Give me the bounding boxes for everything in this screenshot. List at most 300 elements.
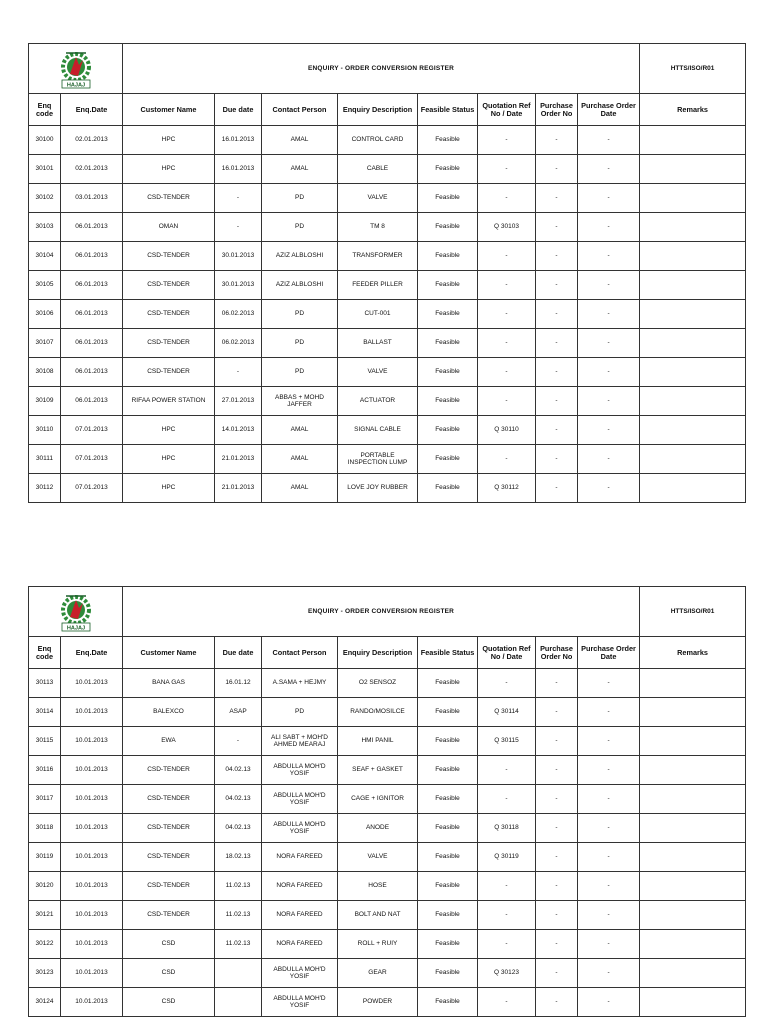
cell-quotation-ref: - bbox=[478, 756, 536, 785]
cell-purchase-order-no: - bbox=[536, 959, 578, 988]
table-row bbox=[29, 213, 746, 242]
cell-purchase-order-no: - bbox=[536, 358, 578, 387]
header-customer-name: Customer Name bbox=[123, 94, 215, 126]
cell-quotation-ref: - bbox=[478, 329, 536, 358]
cell-contact-person: PD bbox=[262, 184, 338, 213]
cell-quotation-ref: - bbox=[478, 184, 536, 213]
cell-enq-date: 07.01.2013 bbox=[61, 474, 123, 503]
cell-quotation-ref: Q 30114 bbox=[478, 698, 536, 727]
cell-quotation-ref: - bbox=[478, 930, 536, 959]
cell-contact-person: AMAL bbox=[262, 416, 338, 445]
cell-remarks bbox=[640, 814, 746, 843]
cell-remarks bbox=[640, 901, 746, 930]
cell-due-date: 04.02.13 bbox=[215, 785, 262, 814]
cell-purchase-order-date: - bbox=[578, 901, 640, 930]
cell-contact-person: NORA FAREED bbox=[262, 843, 338, 872]
cell-remarks bbox=[640, 271, 746, 300]
cell-due-date: 04.02.13 bbox=[215, 756, 262, 785]
header-contact-person: Contact Person bbox=[262, 94, 338, 126]
table-row bbox=[29, 387, 746, 416]
cell-due-date: 30.01.2013 bbox=[215, 242, 262, 271]
cell-feasible-status: Feasible bbox=[418, 959, 478, 988]
cell-remarks bbox=[640, 358, 746, 387]
register-sheet-1 bbox=[28, 43, 745, 503]
cell-customer-name: CSD-TENDER bbox=[123, 242, 215, 271]
cell-purchase-order-no: - bbox=[536, 126, 578, 155]
cell-enq-date: 07.01.2013 bbox=[61, 416, 123, 445]
cell-feasible-status: Feasible bbox=[418, 901, 478, 930]
cell-purchase-order-date: - bbox=[578, 959, 640, 988]
cell-remarks bbox=[640, 727, 746, 756]
header-feasible-status: Feasible Status bbox=[418, 94, 478, 126]
cell-purchase-order-date: - bbox=[578, 727, 640, 756]
cell-enq-code: 30110 bbox=[29, 416, 61, 445]
table-row bbox=[29, 184, 746, 213]
cell-purchase-order-no: - bbox=[536, 416, 578, 445]
cell-purchase-order-date: - bbox=[578, 358, 640, 387]
cell-customer-name: CSD bbox=[123, 959, 215, 988]
cell-due-date bbox=[215, 959, 262, 988]
cell-purchase-order-no: - bbox=[536, 814, 578, 843]
cell-enq-date: 10.01.2013 bbox=[61, 756, 123, 785]
cell-feasible-status: Feasible bbox=[418, 727, 478, 756]
cell-remarks bbox=[640, 387, 746, 416]
cell-customer-name: OMAN bbox=[123, 213, 215, 242]
cell-purchase-order-no: - bbox=[536, 930, 578, 959]
cell-enquiry-description: VALVE bbox=[338, 184, 418, 213]
cell-feasible-status: Feasible bbox=[418, 445, 478, 474]
cell-feasible-status: Feasible bbox=[418, 756, 478, 785]
table-row bbox=[29, 756, 746, 785]
cell-remarks bbox=[640, 756, 746, 785]
cell-purchase-order-no: - bbox=[536, 727, 578, 756]
cell-enq-date: 06.01.2013 bbox=[61, 329, 123, 358]
cell-quotation-ref: Q 30115 bbox=[478, 727, 536, 756]
cell-enq-code: 30114 bbox=[29, 698, 61, 727]
cell-due-date: - bbox=[215, 213, 262, 242]
cell-enq-code: 30120 bbox=[29, 872, 61, 901]
cell-contact-person: AZIZ ALBLOSHI bbox=[262, 242, 338, 271]
cell-enq-date: 06.01.2013 bbox=[61, 300, 123, 329]
register-title: ENQUIRY - ORDER CONVERSION REGISTER bbox=[123, 44, 640, 94]
cell-enq-date: 02.01.2013 bbox=[61, 126, 123, 155]
company-logo-icon bbox=[51, 49, 101, 89]
table-row bbox=[29, 814, 746, 843]
cell-enq-date: 06.01.2013 bbox=[61, 271, 123, 300]
cell-contact-person: A.SAMA + HEJMY bbox=[262, 669, 338, 698]
cell-customer-name: CSD-TENDER bbox=[123, 785, 215, 814]
cell-contact-person: ABDULLA MOH'D YOSIF bbox=[262, 959, 338, 988]
cell-purchase-order-no: - bbox=[536, 872, 578, 901]
cell-enquiry-description: TM 8 bbox=[338, 213, 418, 242]
cell-purchase-order-date: - bbox=[578, 930, 640, 959]
cell-contact-person: AMAL bbox=[262, 445, 338, 474]
cell-enq-code: 30108 bbox=[29, 358, 61, 387]
cell-customer-name: HPC bbox=[123, 126, 215, 155]
table-row bbox=[29, 901, 746, 930]
cell-purchase-order-date: - bbox=[578, 387, 640, 416]
cell-feasible-status: Feasible bbox=[418, 358, 478, 387]
header-remarks: Remarks bbox=[640, 637, 746, 669]
cell-customer-name: EWA bbox=[123, 727, 215, 756]
header-enquiry-description: Enquiry Description bbox=[338, 94, 418, 126]
cell-enq-code: 30109 bbox=[29, 387, 61, 416]
cell-contact-person: ALI SABT + MOH'D AHMED MEARAJ bbox=[262, 727, 338, 756]
cell-purchase-order-no: - bbox=[536, 474, 578, 503]
cell-quotation-ref: Q 30103 bbox=[478, 213, 536, 242]
register-table bbox=[28, 43, 746, 503]
cell-contact-person: PD bbox=[262, 329, 338, 358]
cell-customer-name: CSD-TENDER bbox=[123, 872, 215, 901]
table-row bbox=[29, 474, 746, 503]
table-row bbox=[29, 872, 746, 901]
register-table bbox=[28, 586, 746, 1017]
cell-customer-name: CSD-TENDER bbox=[123, 184, 215, 213]
cell-contact-person: NORA FAREED bbox=[262, 930, 338, 959]
cell-remarks bbox=[640, 184, 746, 213]
cell-enq-code: 30124 bbox=[29, 988, 61, 1017]
cell-feasible-status: Feasible bbox=[418, 126, 478, 155]
logo-text: HAJAJ bbox=[66, 624, 85, 631]
cell-due-date: - bbox=[215, 727, 262, 756]
cell-enq-date: 03.01.2013 bbox=[61, 184, 123, 213]
cell-purchase-order-date: - bbox=[578, 988, 640, 1017]
table-row bbox=[29, 271, 746, 300]
cell-feasible-status: Feasible bbox=[418, 387, 478, 416]
header-purchase-order-date: Purchase Order Date bbox=[578, 637, 640, 669]
cell-enq-date: 07.01.2013 bbox=[61, 445, 123, 474]
cell-purchase-order-no: - bbox=[536, 698, 578, 727]
cell-quotation-ref: - bbox=[478, 271, 536, 300]
cell-purchase-order-date: - bbox=[578, 155, 640, 184]
cell-remarks bbox=[640, 445, 746, 474]
cell-remarks bbox=[640, 785, 746, 814]
cell-enq-date: 10.01.2013 bbox=[61, 872, 123, 901]
title-row bbox=[29, 44, 746, 94]
header-feasible-status: Feasible Status bbox=[418, 637, 478, 669]
cell-contact-person: PD bbox=[262, 300, 338, 329]
cell-remarks bbox=[640, 155, 746, 184]
cell-feasible-status: Feasible bbox=[418, 271, 478, 300]
logo-cell bbox=[29, 587, 123, 637]
cell-due-date: 16.01.2013 bbox=[215, 126, 262, 155]
cell-enq-code: 30121 bbox=[29, 901, 61, 930]
cell-purchase-order-no: - bbox=[536, 445, 578, 474]
cell-purchase-order-no: - bbox=[536, 901, 578, 930]
header-due-date: Due date bbox=[215, 94, 262, 126]
cell-enq-date: 10.01.2013 bbox=[61, 727, 123, 756]
cell-remarks bbox=[640, 300, 746, 329]
cell-due-date: 21.01.2013 bbox=[215, 474, 262, 503]
cell-due-date: 06.02.2013 bbox=[215, 329, 262, 358]
cell-enq-code: 30115 bbox=[29, 727, 61, 756]
cell-feasible-status: Feasible bbox=[418, 785, 478, 814]
cell-due-date: 16.01.12 bbox=[215, 669, 262, 698]
cell-purchase-order-date: - bbox=[578, 126, 640, 155]
cell-quotation-ref: - bbox=[478, 872, 536, 901]
header-purchase-order-date: Purchase Order Date bbox=[578, 94, 640, 126]
header-contact-person: Contact Person bbox=[262, 637, 338, 669]
cell-enq-code: 30116 bbox=[29, 756, 61, 785]
header-quotation-ref: Quotation Ref No / Date bbox=[478, 94, 536, 126]
doc-number: HTTS/ISO/R01 bbox=[640, 587, 746, 637]
table-row bbox=[29, 698, 746, 727]
cell-purchase-order-date: - bbox=[578, 271, 640, 300]
cell-enq-date: 10.01.2013 bbox=[61, 901, 123, 930]
cell-enquiry-description: RANDO/MOSILCE bbox=[338, 698, 418, 727]
cell-purchase-order-date: - bbox=[578, 814, 640, 843]
cell-quotation-ref: - bbox=[478, 901, 536, 930]
cell-enquiry-description: VALVE bbox=[338, 358, 418, 387]
cell-feasible-status: Feasible bbox=[418, 329, 478, 358]
cell-quotation-ref: - bbox=[478, 155, 536, 184]
cell-remarks bbox=[640, 959, 746, 988]
cell-feasible-status: Feasible bbox=[418, 669, 478, 698]
header-purchase-order-no: Purchase Order No bbox=[536, 94, 578, 126]
cell-enquiry-description: ROLL + RUIY bbox=[338, 930, 418, 959]
cell-feasible-status: Feasible bbox=[418, 184, 478, 213]
cell-customer-name: CSD-TENDER bbox=[123, 901, 215, 930]
cell-enquiry-description: O2 SENSOZ bbox=[338, 669, 418, 698]
table-row bbox=[29, 669, 746, 698]
cell-customer-name: CSD-TENDER bbox=[123, 271, 215, 300]
table-row bbox=[29, 358, 746, 387]
cell-feasible-status: Feasible bbox=[418, 213, 478, 242]
cell-purchase-order-no: - bbox=[536, 843, 578, 872]
cell-enq-date: 06.01.2013 bbox=[61, 387, 123, 416]
cell-enq-code: 30104 bbox=[29, 242, 61, 271]
cell-feasible-status: Feasible bbox=[418, 988, 478, 1017]
cell-due-date: 14.01.2013 bbox=[215, 416, 262, 445]
cell-purchase-order-date: - bbox=[578, 416, 640, 445]
cell-enquiry-description: FEEDER PILLER bbox=[338, 271, 418, 300]
title-row bbox=[29, 587, 746, 637]
cell-contact-person: PD bbox=[262, 698, 338, 727]
cell-customer-name: BANA GAS bbox=[123, 669, 215, 698]
cell-purchase-order-no: - bbox=[536, 300, 578, 329]
cell-contact-person: NORA FAREED bbox=[262, 901, 338, 930]
cell-purchase-order-date: - bbox=[578, 300, 640, 329]
header-purchase-order-no: Purchase Order No bbox=[536, 637, 578, 669]
cell-contact-person: ABDULLA MOH'D YOSIF bbox=[262, 988, 338, 1017]
cell-enquiry-description: POWDER bbox=[338, 988, 418, 1017]
cell-quotation-ref: - bbox=[478, 242, 536, 271]
cell-quotation-ref: Q 30110 bbox=[478, 416, 536, 445]
cell-customer-name: CSD-TENDER bbox=[123, 300, 215, 329]
cell-due-date: 30.01.2013 bbox=[215, 271, 262, 300]
cell-purchase-order-date: - bbox=[578, 872, 640, 901]
cell-customer-name: HPC bbox=[123, 445, 215, 474]
cell-remarks bbox=[640, 669, 746, 698]
header-customer-name: Customer Name bbox=[123, 637, 215, 669]
cell-purchase-order-no: - bbox=[536, 988, 578, 1017]
cell-feasible-status: Feasible bbox=[418, 930, 478, 959]
cell-enq-date: 10.01.2013 bbox=[61, 669, 123, 698]
cell-customer-name: BALEXCO bbox=[123, 698, 215, 727]
cell-enq-code: 30105 bbox=[29, 271, 61, 300]
register-sheet-2 bbox=[28, 586, 745, 1017]
cell-due-date: 11.02.13 bbox=[215, 930, 262, 959]
cell-due-date: ASAP bbox=[215, 698, 262, 727]
cell-remarks bbox=[640, 213, 746, 242]
cell-purchase-order-date: - bbox=[578, 445, 640, 474]
cell-contact-person: ABDULLA MOH'D YOSIF bbox=[262, 756, 338, 785]
cell-customer-name: CSD-TENDER bbox=[123, 329, 215, 358]
cell-enq-date: 06.01.2013 bbox=[61, 242, 123, 271]
cell-customer-name: HPC bbox=[123, 416, 215, 445]
cell-enquiry-description: BALLAST bbox=[338, 329, 418, 358]
cell-enq-date: 10.01.2013 bbox=[61, 814, 123, 843]
cell-purchase-order-no: - bbox=[536, 184, 578, 213]
cell-remarks bbox=[640, 329, 746, 358]
cell-contact-person: AMAL bbox=[262, 155, 338, 184]
cell-enq-code: 30117 bbox=[29, 785, 61, 814]
cell-enq-date: 06.01.2013 bbox=[61, 358, 123, 387]
cell-enq-date: 10.01.2013 bbox=[61, 843, 123, 872]
cell-enq-code: 30111 bbox=[29, 445, 61, 474]
cell-due-date: 11.02.13 bbox=[215, 901, 262, 930]
cell-enq-code: 30106 bbox=[29, 300, 61, 329]
cell-enq-date: 06.01.2013 bbox=[61, 213, 123, 242]
cell-enquiry-description: SEAF + GASKET bbox=[338, 756, 418, 785]
cell-purchase-order-date: - bbox=[578, 785, 640, 814]
cell-remarks bbox=[640, 988, 746, 1017]
cell-enq-code: 30123 bbox=[29, 959, 61, 988]
cell-customer-name: CSD bbox=[123, 988, 215, 1017]
cell-enq-date: 10.01.2013 bbox=[61, 988, 123, 1017]
table-row bbox=[29, 242, 746, 271]
cell-customer-name: CSD-TENDER bbox=[123, 814, 215, 843]
cell-purchase-order-date: - bbox=[578, 242, 640, 271]
cell-quotation-ref: Q 30123 bbox=[478, 959, 536, 988]
header-enq-code: Enq code bbox=[29, 637, 61, 669]
cell-contact-person: AZIZ ALBLOSHI bbox=[262, 271, 338, 300]
logo-text: HAJAJ bbox=[66, 81, 85, 88]
cell-quotation-ref: - bbox=[478, 300, 536, 329]
cell-customer-name: RIFAA POWER STATION bbox=[123, 387, 215, 416]
cell-enquiry-description: BOLT AND NAT bbox=[338, 901, 418, 930]
cell-due-date: 11.02.13 bbox=[215, 872, 262, 901]
cell-purchase-order-no: - bbox=[536, 387, 578, 416]
cell-enq-code: 30112 bbox=[29, 474, 61, 503]
cell-enq-code: 30107 bbox=[29, 329, 61, 358]
cell-purchase-order-no: - bbox=[536, 271, 578, 300]
table-row bbox=[29, 988, 746, 1017]
cell-enq-code: 30119 bbox=[29, 843, 61, 872]
cell-enq-code: 30113 bbox=[29, 669, 61, 698]
cell-enq-code: 30102 bbox=[29, 184, 61, 213]
cell-enquiry-description: CUT-001 bbox=[338, 300, 418, 329]
cell-enquiry-description: LOVE JOY RUBBER bbox=[338, 474, 418, 503]
cell-feasible-status: Feasible bbox=[418, 155, 478, 184]
cell-enquiry-description: HMI PANIL bbox=[338, 727, 418, 756]
cell-remarks bbox=[640, 930, 746, 959]
table-row bbox=[29, 126, 746, 155]
cell-due-date: 06.02.2013 bbox=[215, 300, 262, 329]
cell-remarks bbox=[640, 416, 746, 445]
cell-quotation-ref: Q 30118 bbox=[478, 814, 536, 843]
cell-quotation-ref: Q 30119 bbox=[478, 843, 536, 872]
header-row bbox=[29, 637, 746, 669]
cell-enq-code: 30118 bbox=[29, 814, 61, 843]
cell-enquiry-description: ANODE bbox=[338, 814, 418, 843]
cell-purchase-order-date: - bbox=[578, 184, 640, 213]
header-row bbox=[29, 94, 746, 126]
cell-feasible-status: Feasible bbox=[418, 474, 478, 503]
header-enq-date: Enq.Date bbox=[61, 637, 123, 669]
logo-cell bbox=[29, 44, 123, 94]
register-title: ENQUIRY - ORDER CONVERSION REGISTER bbox=[123, 587, 640, 637]
cell-enquiry-description: CABLE bbox=[338, 155, 418, 184]
table-row bbox=[29, 300, 746, 329]
cell-enq-date: 10.01.2013 bbox=[61, 930, 123, 959]
cell-remarks bbox=[640, 843, 746, 872]
cell-due-date: 16.01.2013 bbox=[215, 155, 262, 184]
cell-purchase-order-date: - bbox=[578, 474, 640, 503]
cell-customer-name: HPC bbox=[123, 155, 215, 184]
table-row bbox=[29, 155, 746, 184]
cell-feasible-status: Feasible bbox=[418, 300, 478, 329]
cell-quotation-ref: - bbox=[478, 358, 536, 387]
cell-enquiry-description: ACTUATOR bbox=[338, 387, 418, 416]
cell-feasible-status: Feasible bbox=[418, 843, 478, 872]
table-row bbox=[29, 416, 746, 445]
cell-quotation-ref: - bbox=[478, 785, 536, 814]
cell-purchase-order-date: - bbox=[578, 698, 640, 727]
cell-quotation-ref: - bbox=[478, 387, 536, 416]
cell-enquiry-description: SIGNAL CABLE bbox=[338, 416, 418, 445]
cell-quotation-ref: Q 30112 bbox=[478, 474, 536, 503]
cell-enquiry-description: CONTROL CARD bbox=[338, 126, 418, 155]
cell-purchase-order-no: - bbox=[536, 329, 578, 358]
cell-purchase-order-date: - bbox=[578, 329, 640, 358]
table-row bbox=[29, 329, 746, 358]
cell-feasible-status: Feasible bbox=[418, 416, 478, 445]
cell-remarks bbox=[640, 242, 746, 271]
cell-enquiry-description: CAGE + IGNITOR bbox=[338, 785, 418, 814]
table-row bbox=[29, 959, 746, 988]
cell-feasible-status: Feasible bbox=[418, 814, 478, 843]
cell-contact-person: AMAL bbox=[262, 474, 338, 503]
table-row bbox=[29, 445, 746, 474]
cell-due-date: 27.01.2013 bbox=[215, 387, 262, 416]
cell-remarks bbox=[640, 698, 746, 727]
table-row bbox=[29, 785, 746, 814]
cell-purchase-order-no: - bbox=[536, 242, 578, 271]
header-enquiry-description: Enquiry Description bbox=[338, 637, 418, 669]
cell-due-date: - bbox=[215, 184, 262, 213]
cell-enq-date: 10.01.2013 bbox=[61, 959, 123, 988]
table-row bbox=[29, 930, 746, 959]
cell-contact-person: PD bbox=[262, 213, 338, 242]
cell-quotation-ref: - bbox=[478, 988, 536, 1017]
cell-enq-code: 30101 bbox=[29, 155, 61, 184]
cell-customer-name: CSD-TENDER bbox=[123, 843, 215, 872]
cell-contact-person: ABBAS + MOHD JAFFER bbox=[262, 387, 338, 416]
cell-remarks bbox=[640, 474, 746, 503]
cell-purchase-order-no: - bbox=[536, 155, 578, 184]
cell-enquiry-description: HOSE bbox=[338, 872, 418, 901]
cell-due-date: 04.02.13 bbox=[215, 814, 262, 843]
cell-quotation-ref: - bbox=[478, 126, 536, 155]
cell-enquiry-description: PORTABLE INSPECTION LUMP bbox=[338, 445, 418, 474]
cell-purchase-order-date: - bbox=[578, 213, 640, 242]
cell-contact-person: ABDULLA MOH'D YOSIF bbox=[262, 785, 338, 814]
cell-enq-code: 30100 bbox=[29, 126, 61, 155]
header-enq-date: Enq.Date bbox=[61, 94, 123, 126]
cell-quotation-ref: - bbox=[478, 669, 536, 698]
cell-customer-name: CSD bbox=[123, 930, 215, 959]
